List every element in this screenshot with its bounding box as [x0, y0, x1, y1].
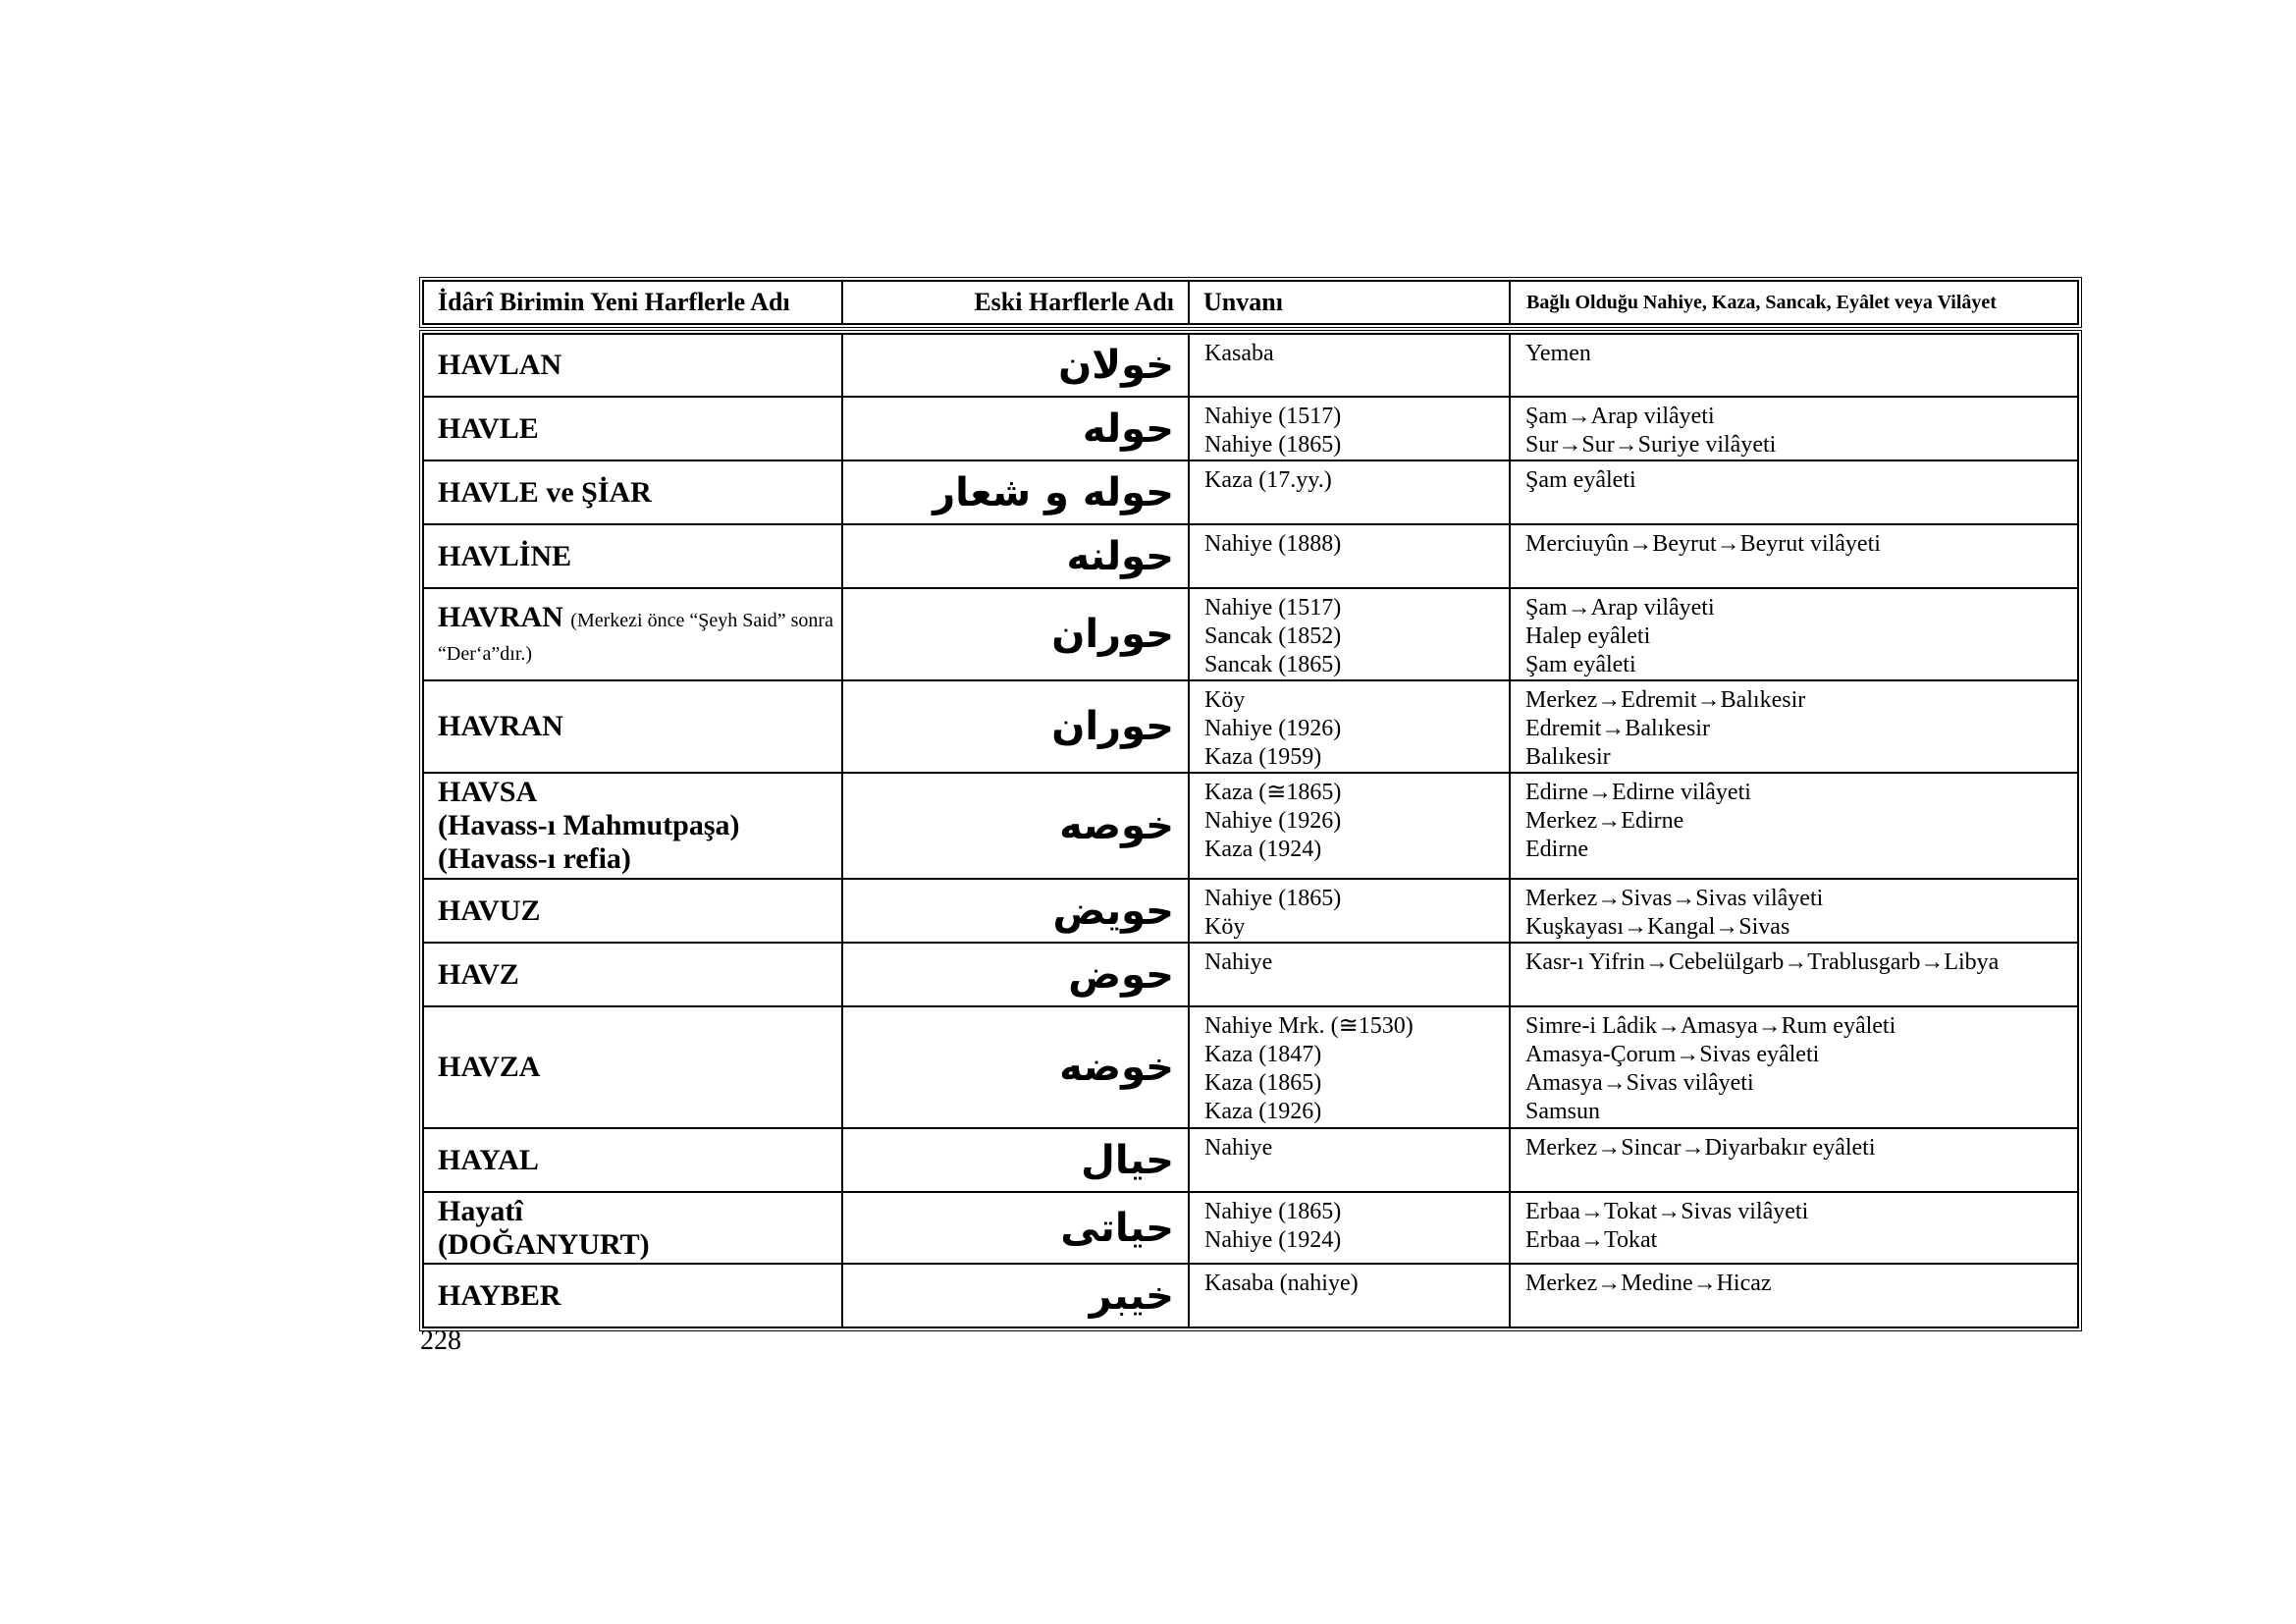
title-cell: [1189, 460, 1510, 524]
old-name-cell: خوضه: [842, 1006, 1189, 1128]
affiliation-line: Merciuyûn→Beyrut→Beyrut vilâyeti: [1525, 531, 1881, 557]
old-name-cell: حوله: [842, 397, 1189, 460]
table-row: [423, 773, 2078, 879]
header-new-name: İdârî Birimin Yeni Harflerle Adı: [423, 281, 842, 324]
new-name-cell: [423, 680, 842, 773]
title-line: Kasaba: [1204, 341, 1274, 366]
table-row: [423, 943, 2078, 1006]
affiliation-cell: [1510, 524, 2078, 588]
affiliation-line: Şam eyâleti: [1525, 652, 1636, 677]
new-name-line: HAVLE ve ŞİAR: [438, 475, 652, 509]
affiliation-line: Balıkesir: [1525, 744, 1611, 770]
old-name-cell: حوله و شعار: [842, 460, 1189, 524]
title-line: Nahiye (1924): [1204, 1227, 1342, 1253]
old-name-cell: خوصه: [842, 773, 1189, 879]
title-line: Nahiye (1888): [1204, 531, 1342, 557]
title-line: Kaza (1959): [1204, 744, 1322, 770]
table-row: [423, 1192, 2078, 1264]
new-name-cell: [423, 334, 842, 397]
new-name-cell: [423, 1128, 842, 1192]
title-line: Kaza (1865): [1204, 1070, 1322, 1096]
title-cell: [1189, 588, 1510, 680]
table-row: [423, 397, 2078, 460]
title-line: Nahiye (1517): [1204, 404, 1342, 429]
new-name-line: HAVLE: [438, 411, 539, 445]
affiliation-line: Yemen: [1525, 341, 1591, 366]
title-cell: [1189, 1192, 1510, 1264]
affiliation-line: Edremit→Balıkesir: [1525, 716, 1710, 741]
title-line: Nahiye Mrk. (≅1530): [1204, 1013, 1414, 1039]
affiliation-line: Merkez→Sivas→Sivas vilâyeti: [1525, 886, 1824, 911]
title-cell: [1189, 1006, 1510, 1128]
new-name-cell: [423, 397, 842, 460]
title-line: Kaza (17.yy.): [1204, 467, 1332, 493]
old-name-cell: حولنه: [842, 524, 1189, 588]
new-name-line: HAVZ: [438, 957, 519, 991]
title-cell: [1189, 334, 1510, 397]
new-name-line: HAVRAN: [438, 710, 563, 742]
table-row: [423, 879, 2078, 943]
new-name-line: (Havass-ı refia): [438, 842, 631, 875]
old-name-cell: حيال: [842, 1128, 1189, 1192]
affiliation-line: Merkez→Edirne: [1525, 808, 1684, 834]
title-cell: [1189, 943, 1510, 1006]
affiliation-cell: [1510, 460, 2078, 524]
new-name-cell: [423, 588, 842, 680]
title-line: Nahiye (1865): [1204, 432, 1342, 458]
affiliation-cell: [1510, 1264, 2078, 1327]
affiliation-cell: [1510, 397, 2078, 460]
old-name-cell: حوض: [842, 943, 1189, 1006]
old-name-cell: حوران: [842, 680, 1189, 773]
affiliation-cell: [1510, 1128, 2078, 1192]
affiliation-line: Edirne: [1525, 837, 1588, 862]
affiliation-line: Sur→Sur→Suriye vilâyeti: [1525, 432, 1777, 458]
title-line: Köy: [1204, 914, 1246, 940]
title-line: Nahiye (1517): [1204, 595, 1342, 621]
title-line: Kaza (1926): [1204, 1099, 1322, 1124]
title-cell: [1189, 1264, 1510, 1327]
affiliation-line: Erbaa→Tokat→Sivas vilâyeti: [1525, 1199, 1809, 1224]
affiliation-cell: [1510, 588, 2078, 680]
old-name-cell: حياتى: [842, 1192, 1189, 1264]
affiliation-line: Merkez→Medine→Hicaz: [1525, 1271, 1772, 1296]
table-row: [423, 460, 2078, 524]
affiliation-line: Şam→Arap vilâyeti: [1525, 404, 1715, 429]
table-row: [423, 1006, 2078, 1128]
affiliation-line: Amasya-Çorum→Sivas eyâleti: [1525, 1042, 1820, 1067]
affiliation-line: Şam→Arap vilâyeti: [1525, 595, 1715, 621]
title-cell: [1189, 524, 1510, 588]
new-name-line: HAVUZ: [438, 893, 541, 927]
title-line: Kaza (1847): [1204, 1042, 1322, 1067]
affiliation-line: Kuşkayası→Kangal→Sivas: [1525, 914, 1790, 940]
affiliation-line: Samsun: [1525, 1099, 1601, 1124]
title-cell: [1189, 680, 1510, 773]
title-line: Nahiye (1926): [1204, 808, 1342, 834]
page-number: 228: [420, 1326, 461, 1356]
old-name-cell: خولان: [842, 334, 1189, 397]
new-name-cell: [423, 879, 842, 943]
title-line: Kasaba (nahiye): [1204, 1271, 1359, 1296]
affiliation-cell: [1510, 1006, 2078, 1128]
new-name-cell: [423, 460, 842, 524]
old-name-cell: حوران: [842, 588, 1189, 680]
title-line: Köy: [1204, 687, 1246, 713]
affiliation-cell: [1510, 334, 2078, 397]
header-old-name: Eski Harflerle Adı: [842, 281, 1189, 324]
affiliation-line: Kasr-ı Yifrin→Cebelülgarb→Trablusgarb→Libya: [1525, 949, 2000, 975]
affiliation-cell: [1510, 680, 2078, 773]
gazetteer-table: [419, 277, 2074, 1331]
table-row: [423, 1264, 2078, 1327]
table-row: [423, 524, 2078, 588]
affiliation-cell: [1510, 943, 2078, 1006]
new-name-cell: [423, 1192, 842, 1264]
affiliation-line: Simre-i Lâdik→Amasya→Rum eyâleti: [1525, 1013, 1896, 1039]
header-affiliation: Bağlı Olduğu Nahiye, Kaza, Sancak, Eyâlet veya Vilâyet: [1510, 281, 2078, 324]
affiliation-line: Şam eyâleti: [1525, 467, 1636, 493]
new-name-cell: [423, 1006, 842, 1128]
affiliation-cell: [1510, 1192, 2078, 1264]
new-name-note: (Merkezi önce “Şeyh Said” sonra “Der‘a”dır.): [438, 610, 833, 665]
title-cell: [1189, 1128, 1510, 1192]
new-name-cell: [423, 1264, 842, 1327]
table-row: [423, 1128, 2078, 1192]
affiliation-cell: [1510, 773, 2078, 879]
affiliation-line: Halep eyâleti: [1525, 623, 1651, 649]
affiliation-cell: [1510, 879, 2078, 943]
new-name-line: HAVRAN: [438, 601, 563, 633]
new-name-cell: [423, 943, 842, 1006]
old-name-cell: حويض: [842, 879, 1189, 943]
title-line: Nahiye: [1204, 1135, 1273, 1161]
title-line: Nahiye: [1204, 949, 1273, 975]
table-row: [423, 588, 2078, 680]
new-name-line: HAVSA: [438, 776, 538, 808]
affiliation-line: Edirne→Edirne vilâyeti: [1525, 780, 1751, 805]
title-line: Kaza (1924): [1204, 837, 1322, 862]
old-name-cell: خيبر: [842, 1264, 1189, 1327]
new-name-cell: [423, 524, 842, 588]
title-line: Nahiye (1926): [1204, 716, 1342, 741]
title-line: Kaza (≅1865): [1204, 780, 1342, 805]
affiliation-line: Merkez→Sincar→Diyarbakır eyâleti: [1525, 1135, 1876, 1161]
new-name-line: HAVZA: [438, 1051, 541, 1083]
new-name-line: HAYAL: [438, 1143, 539, 1176]
title-line: Nahiye (1865): [1204, 1199, 1342, 1224]
title-cell: [1189, 773, 1510, 879]
title-cell: [1189, 879, 1510, 943]
table-row: [423, 680, 2078, 773]
table-body: [419, 330, 2082, 1331]
title-cell: [1189, 397, 1510, 460]
table-row: [423, 334, 2078, 397]
new-name-line: HAVLAN: [438, 349, 562, 381]
title-line: Sancak (1865): [1204, 652, 1342, 677]
table-header: [419, 277, 2082, 328]
header-title: Unvanı: [1189, 281, 1510, 324]
title-line: Nahiye (1865): [1204, 886, 1342, 911]
new-name-line: HAVLİNE: [438, 539, 572, 572]
new-name-cell: [423, 773, 842, 879]
new-name-line: (DOĞANYURT): [438, 1227, 650, 1261]
affiliation-line: Merkez→Edremit→Balıkesir: [1525, 687, 1806, 713]
affiliation-line: Erbaa→Tokat: [1525, 1227, 1658, 1253]
new-name-line: (Havass-ı Mahmutpaşa): [438, 809, 740, 841]
affiliation-line: Amasya→Sivas vilâyeti: [1525, 1070, 1754, 1096]
title-line: Sancak (1852): [1204, 623, 1342, 649]
new-name-line: HAYBER: [438, 1278, 561, 1312]
new-name-line: Hayatî: [438, 1194, 523, 1227]
